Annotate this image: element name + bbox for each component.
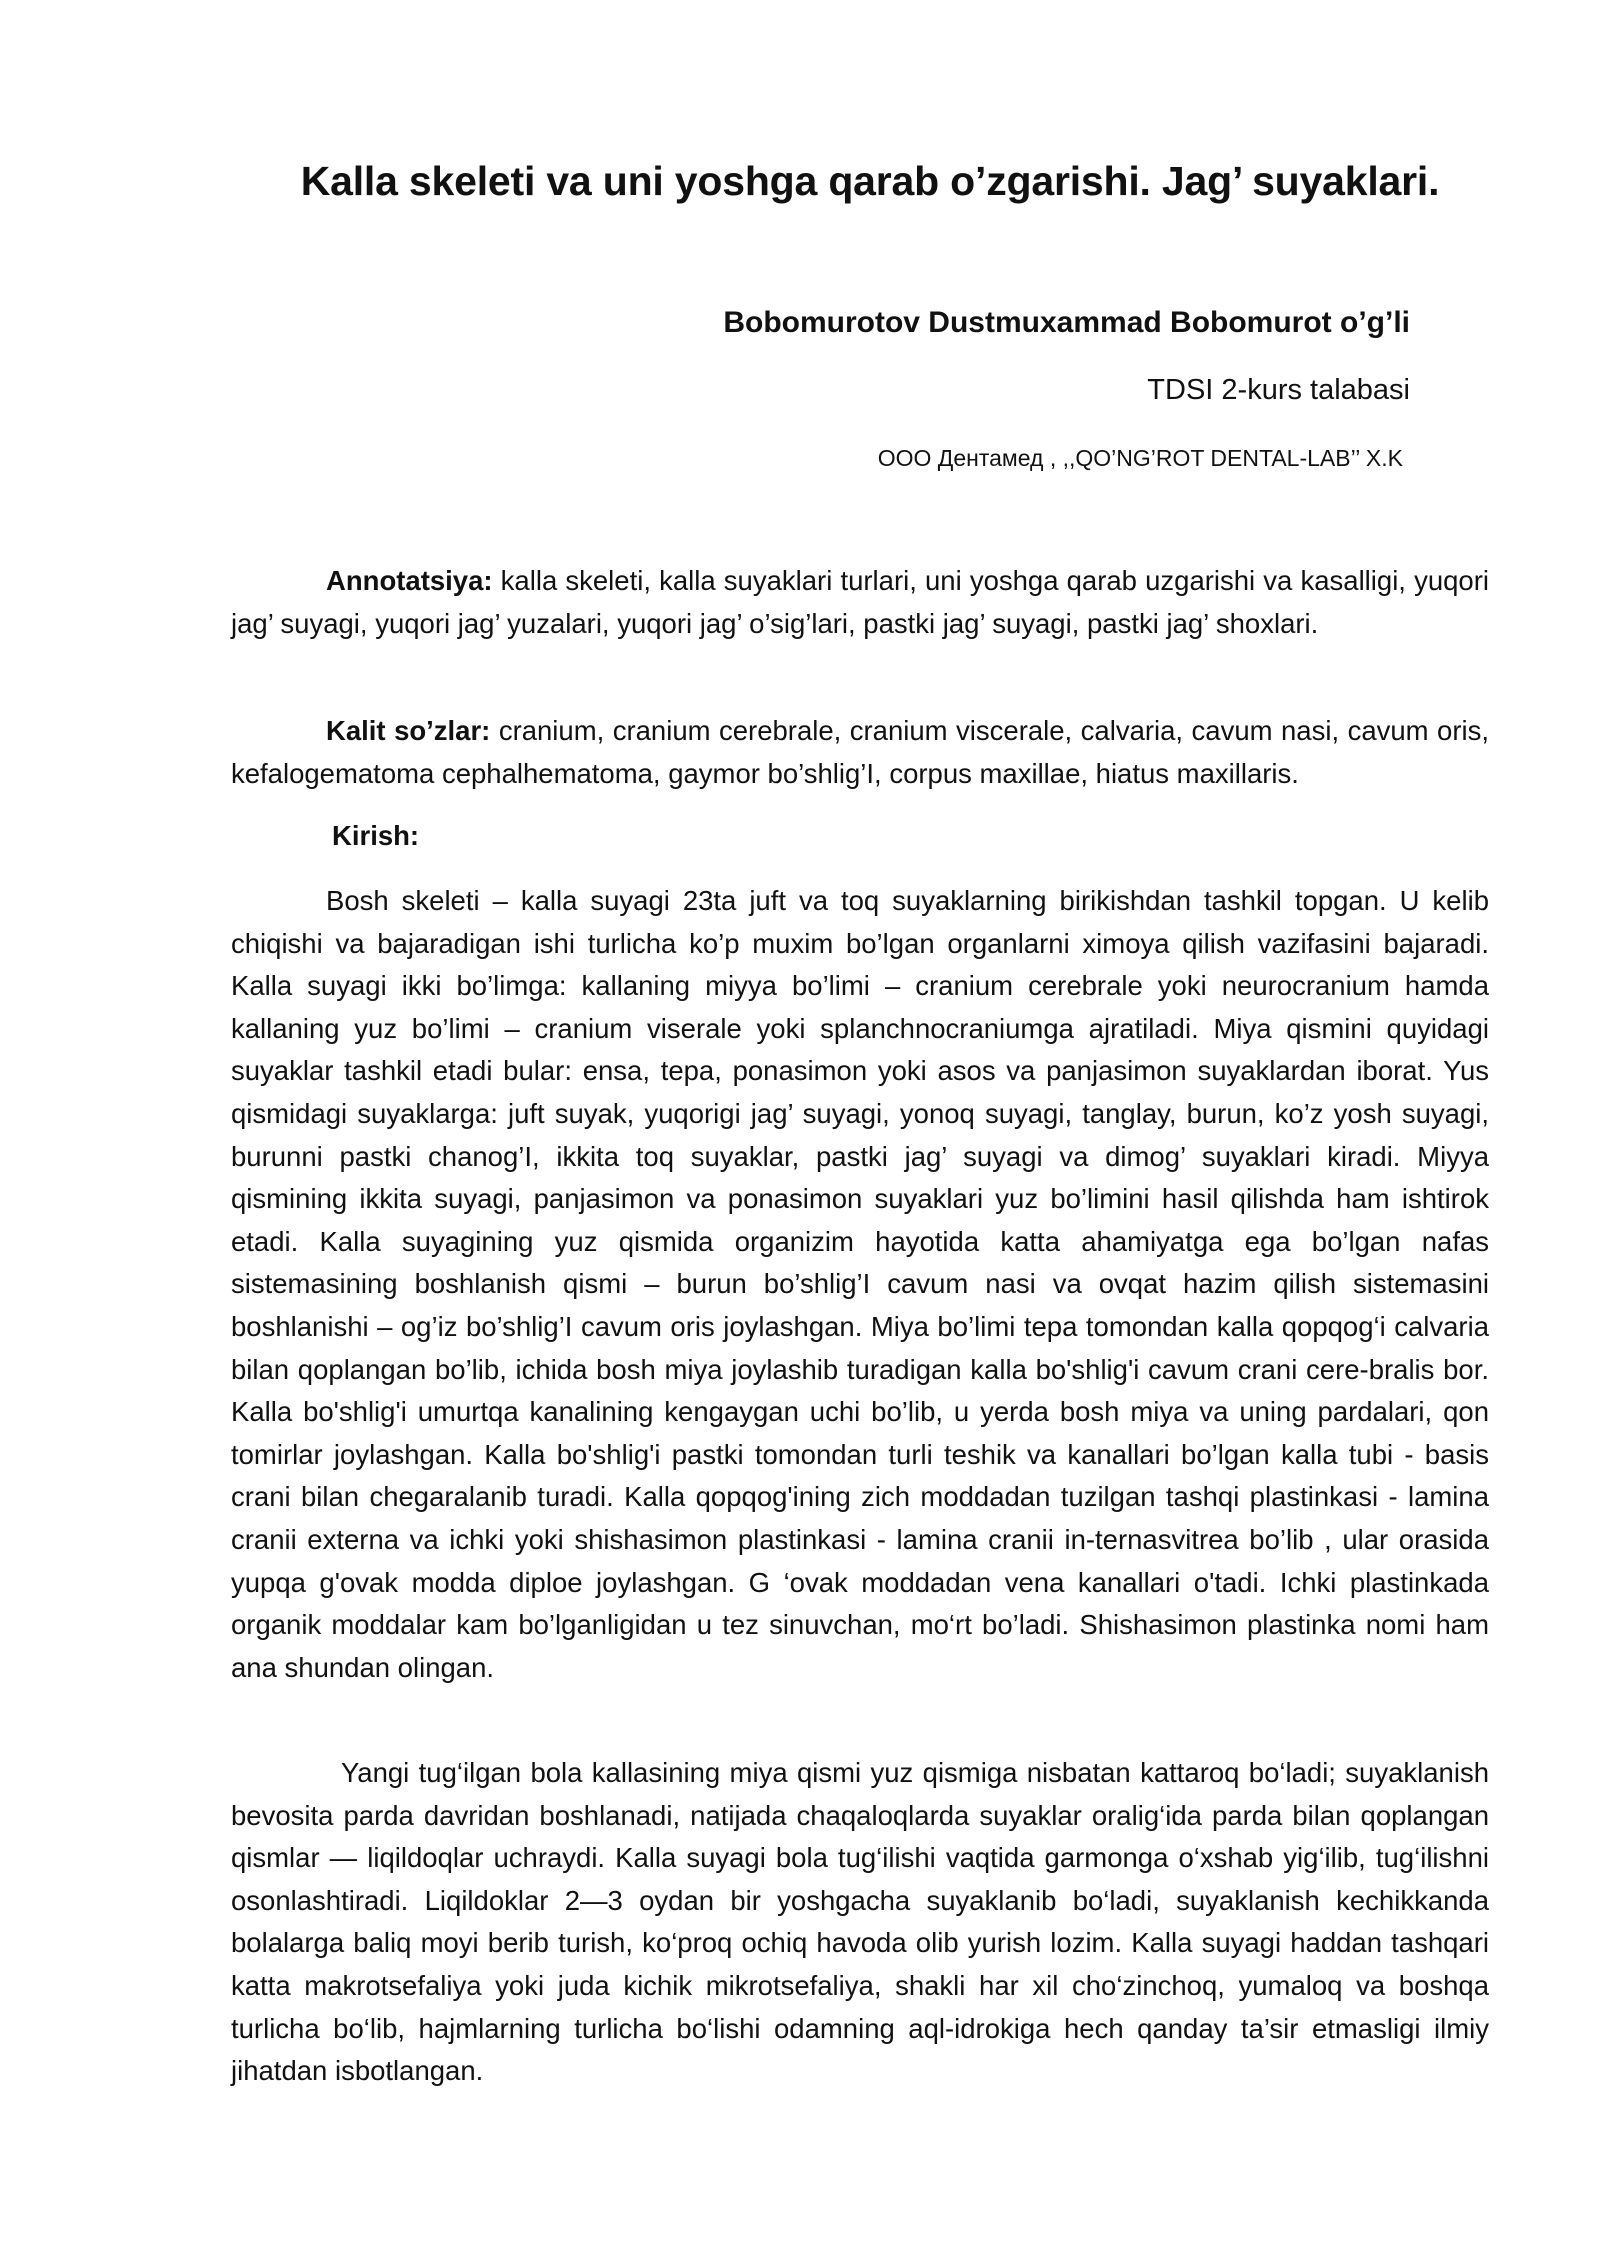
body-paragraph-2: Yangi tug‘ilgan bola kallasining miya qismi yuz qismiga nisbatan kattaroq bo‘ladi; suyaklanish bevosita parda davridan boshlanadi, natijada chaqaloqlarda suyaklar oralig‘ida parda bilan qoplangan qismlar — liqildoqlar uchraydi. Kalla suyagi bola tug‘ilishi vaqtida garmonga o‘xshab yig‘ilib, tug‘ilishni osonlashtiradi. Liqildoklar 2—3 oydan bir yoshgacha suyaklanib bo‘ladi, suyaklanish kechikkanda bolalarga baliq moyi berib turish, ko‘proq ochiq havoda olib yurish lozim. Kalla suyagi haddan tashqari katta makrotsefaliya yoki juda kichik mikrotsefaliya, shakli har xil cho‘zinchoq, yumaloq va boshqa turlicha bo‘lib, hajmlarning turlicha bo‘lishi odamning aql-idrokiga hech qanday ta’sir etmasligi ilmiy jihatdan isbotlangan. <box>231 1757 1489 2087</box>
author-organization: ООО Дентамед , ,,QO’NG’ROT DENTAL-LAB’’ X.K <box>877 445 1403 471</box>
body-section-1 <box>231 880 1489 1689</box>
body-section-2 <box>231 1752 1489 2093</box>
keywords-label: Kalit so’zlar: <box>326 715 491 746</box>
keywords-block <box>231 710 1489 795</box>
body-paragraph-1: Bosh skeleti – kalla suyagi 23ta juft va toq suyaklarning birikishdan tashkil topgan. U kelib chiqishi va bajaradigan ishi turlicha ko’p muxim bo’lgan organlarni ximoya qilish vazifasini bajaradi. Kalla suyagi ikki bo’limga: kallaning miyya bo’limi – cranium cerebrale yoki neurocranium hamda kallaning yuz bo’limi – cranium viserale yoki splanchnocraniumga ajratiladi. Miya qismini quyidagi suyaklar tashkil etadi bular: ensa, tepa, ponasimon yoki asos va panjasimon suyaklardan iborat. Yus qismidagi suyaklarga: juft suyak, yuqorigi jag’ suyagi, yonoq suyagi, tanglay, burun, ko’z yosh suyagi, burunni pastki chanog’I, ikkita toq suyaklar, pastki jag’ suyagi va dimog’ suyaklari kiradi. Miyya qismining ikkita suyagi, panjasimon va ponasimon suyaklari yuz bo’limini hasil qilishda ham ishtirok etadi. Kalla suyagining yuz qismida organizim hayotida katta ahamiyatga ega bo’lgan nafas sistemasining boshlanish qismi – burun bo’shlig’I cavum nasi va ovqat hazim qilish sistemasini boshlanishi – og’iz bo’shlig’I cavum oris joylashgan. Miya bo’limi tepa tomondan kalla qopqog‘i calvaria bilan qoplangan bo’lib, ichida bosh miya joylashib turadigan kalla bo'shlig'i cavum crani cere-bralis bor. Kalla bo'shlig'i umurtqa kanalining kengaygan uchi bo’lib, u yerda bosh miya va uning pardalari, qon tomirlar joylashgan. Kalla bo'shlig'i pastki tomondan turli teshik va kanallari bo’lgan kalla tubi - basis crani bilan chegaralanib turadi. Kalla qopqog'ining zich moddadan tuzilgan tashqi plastinkasi - lamina cranii externa va ichki yoki shishasimon plastinkasi - lamina cranii in-ternasvitrea bo’lib , ular orasida yupqa g'ovak modda diploe joylashgan. G ‘ovak moddadan vena kanallari o'tadi. Ichki plastinkada organik moddalar kam bo’lganligidan u tez sinuvchan, mo‘rt bo’ladi. Shishasimon plastinka nomi ham ana shundan olingan. <box>231 885 1489 1683</box>
annotation-block <box>231 560 1489 645</box>
annotation-text: kalla skeleti, kalla suyaklari turlari, uni yoshga qarab uzgarishi va kasalligi, yuqori jag’ suyagi, yuqori jag’ yuzalari, yuqori jag’ o’sig’lari, pastki jag’ suyagi, pastki jag’ shoxlari. <box>231 565 1489 639</box>
intro-heading: Kirish: <box>332 820 420 851</box>
annotation-paragraph <box>231 560 1489 645</box>
annotation-label: Annotatsiya: <box>326 565 493 596</box>
author-status: TDSI 2-kurs talabasi <box>1147 374 1410 406</box>
author-name: Bobomurotov Dustmuxammad Bobomurot o’g’li <box>723 306 1410 339</box>
paper-title: Kalla skeleti va uni yoshga qarab o’zgarishi. Jag’ suyaklari. <box>300 158 1440 204</box>
keywords-paragraph <box>231 710 1489 795</box>
keywords-text: cranium, cranium cerebrale, cranium viscerale, calvaria, cavum nasi, cavum oris, kefalogematoma cephalhematoma, gaymor bo’shlig’I, corpus maxillae, hiatus maxillaris. <box>231 715 1489 789</box>
